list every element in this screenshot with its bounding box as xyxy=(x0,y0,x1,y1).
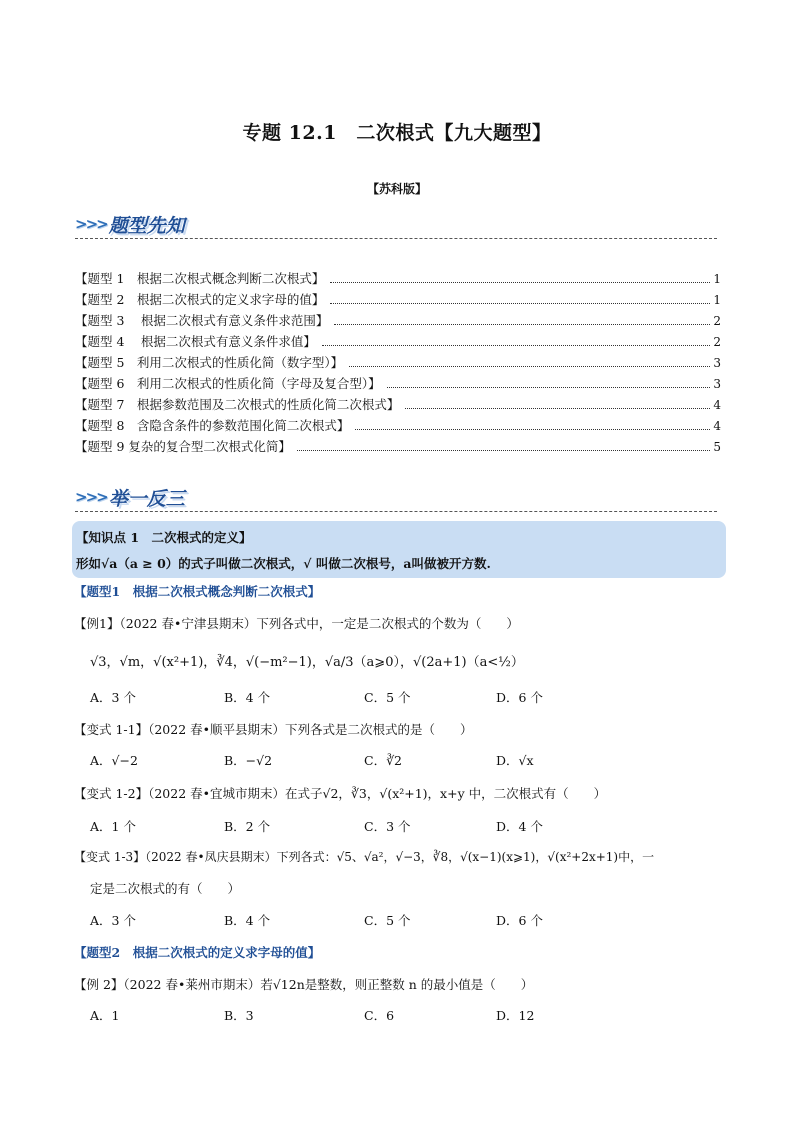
toc-entry[interactable] xyxy=(75,437,721,458)
option-d[interactable]: D．6 个 xyxy=(496,913,543,928)
question-stem: 【变式 1-2】（2022 春•宜城市期末）在式子√2，∛3，√(x²+1)，x+y 中，二次根式有（ ） xyxy=(74,786,607,801)
divider xyxy=(75,511,717,512)
option-a[interactable]: A．3 个 xyxy=(90,690,136,705)
option-d[interactable]: D．6 个 xyxy=(496,690,543,705)
toc-leader-dots xyxy=(330,303,710,304)
option-a[interactable]: A．1 个 xyxy=(90,819,136,834)
toc-leader-dots xyxy=(297,450,710,451)
toc-entry-label: 【题型 6 利用二次根式的性质化简（字母及复合型）】 xyxy=(75,376,381,391)
option-b[interactable]: B．4 个 xyxy=(224,913,271,928)
option-c[interactable]: C．3 个 xyxy=(364,819,411,834)
toc-entry-label: 【题型 1 根据二次根式概念判断二次根式】 xyxy=(75,271,325,286)
section-banner-examples xyxy=(75,480,185,514)
toc-page-number: 5 xyxy=(713,440,721,454)
knowledge-body: 形如√a（a ≥ 0）的式子叫做二次根式，√ 叫做二次根号，a叫做被开方数. xyxy=(76,556,491,571)
option-b[interactable]: B．4 个 xyxy=(224,690,271,705)
question-stem-continued: 定是二次根式的有（ ） xyxy=(90,881,241,896)
toc-leader-dots xyxy=(330,282,710,283)
option-a[interactable]: A．√−2 xyxy=(90,753,138,768)
type-heading: 【题型2 根据二次根式的定义求字母的值】 xyxy=(74,945,321,960)
toc-page-number: 2 xyxy=(713,335,721,349)
option-c[interactable]: C．5 个 xyxy=(364,690,411,705)
toc-entry[interactable] xyxy=(75,374,721,395)
option-d[interactable]: D．4 个 xyxy=(496,819,543,834)
option-c[interactable]: C．6 xyxy=(364,1008,395,1023)
toc-entry[interactable] xyxy=(75,353,721,374)
toc-page-number: 4 xyxy=(713,398,721,412)
toc-entry-label: 【题型 2 根据二次根式的定义求字母的值】 xyxy=(75,292,325,307)
toc-entry[interactable] xyxy=(75,269,721,290)
toc-leader-dots xyxy=(355,429,710,430)
table-of-contents xyxy=(75,269,721,458)
toc-entry-label: 【题型 3 根据二次根式有意义条件求范围】 xyxy=(75,313,329,328)
toc-entry-label: 【题型 9 复杂的复合型二次根式化简】 xyxy=(75,439,291,454)
page-title: 专题 12.1 二次根式【九大题型】 xyxy=(242,122,552,144)
section-banner-preview xyxy=(75,207,185,241)
banner-arrows-icon: >>> xyxy=(75,215,107,233)
toc-entry-label: 【题型 5 利用二次根式的性质化简（数字型）】 xyxy=(75,355,344,370)
question-expression: √3，√m，√(x²+1)，∛4，√(−m²−1)，√a/3（a⩾0），√(2a+1)（a<½） xyxy=(90,655,524,670)
banner-title: 举一反三 xyxy=(108,487,185,510)
toc-leader-dots xyxy=(387,387,710,388)
knowledge-heading: 【知识点 1 二次根式的定义】 xyxy=(76,530,252,545)
option-c[interactable]: C．5 个 xyxy=(364,913,411,928)
toc-page-number: 3 xyxy=(713,356,721,370)
toc-leader-dots xyxy=(334,324,710,325)
option-a[interactable]: A．3 个 xyxy=(90,913,136,928)
option-a[interactable]: A．1 xyxy=(90,1008,120,1023)
toc-entry-label: 【题型 8 含隐含条件的参数范围化简二次根式】 xyxy=(75,418,350,433)
toc-page-number: 1 xyxy=(713,293,721,307)
banner-title: 题型先知 xyxy=(108,214,185,237)
option-d[interactable]: D．12 xyxy=(496,1008,535,1023)
toc-leader-dots xyxy=(322,345,710,346)
toc-entry-label: 【题型 4 根据二次根式有意义条件求值】 xyxy=(75,334,316,349)
toc-entry-label: 【题型 7 根据参数范围及二次根式的性质化简二次根式】 xyxy=(75,397,400,412)
toc-entry[interactable] xyxy=(75,311,721,332)
option-b[interactable]: B．3 xyxy=(224,1008,254,1023)
option-c[interactable]: C．∛2 xyxy=(364,753,402,768)
option-b[interactable]: B．−√2 xyxy=(224,753,273,768)
banner-arrows-icon: >>> xyxy=(75,488,107,506)
question-stem: 【例 2】（2022 春•莱州市期末）若√12n是整数，则正整数 n 的最小值是（ ） xyxy=(74,977,534,992)
divider xyxy=(75,238,717,239)
toc-leader-dots xyxy=(349,366,710,367)
toc-entry[interactable] xyxy=(75,332,721,353)
toc-leader-dots xyxy=(405,408,710,409)
toc-page-number: 2 xyxy=(713,314,721,328)
toc-page-number: 4 xyxy=(713,419,721,433)
question-stem: 【变式 1-3】（2022 春•凤庆县期末）下列各式：√5、√a²，√−3，∛8，√(x−1)(x⩾1)，√(x²+2x+1)中，一 xyxy=(74,850,655,864)
question-stem: 【变式 1-1】（2022 春•顺平县期末）下列各式是二次根式的是（ ） xyxy=(74,722,473,737)
type-heading: 【题型1 根据二次根式概念判断二次根式】 xyxy=(74,584,321,599)
toc-page-number: 1 xyxy=(713,272,721,286)
toc-entry[interactable] xyxy=(75,290,721,311)
edition-label: 【苏科版】 xyxy=(366,182,427,196)
toc-page-number: 3 xyxy=(713,377,721,391)
knowledge-box xyxy=(72,521,726,578)
toc-entry[interactable] xyxy=(75,395,721,416)
option-d[interactable]: D．√x xyxy=(496,753,534,768)
toc-entry[interactable] xyxy=(75,416,721,437)
option-b[interactable]: B．2 个 xyxy=(224,819,271,834)
question-stem: 【例1】（2022 春•宁津县期末）下列各式中，一定是二次根式的个数为（ ） xyxy=(74,616,519,631)
